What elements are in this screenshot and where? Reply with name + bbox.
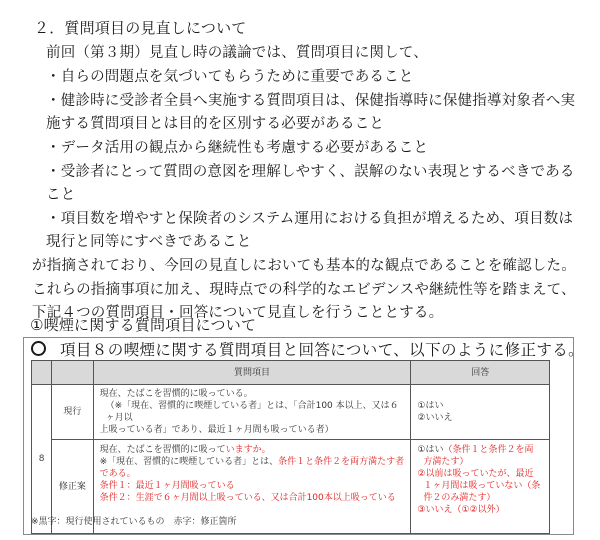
header-kind xyxy=(52,361,93,385)
box-title xyxy=(31,340,584,360)
bullet-5-cont: 現行と同等にすべきであること xyxy=(46,234,252,250)
header-no xyxy=(32,361,52,385)
header-question: 質問項目 xyxy=(93,361,411,385)
intro-text: 前回（第３期）見直し時の議論では、質問項目に関して、 xyxy=(46,45,428,61)
answer-option xyxy=(417,504,543,516)
section-heading: ２．質問項目の見直しについて xyxy=(34,19,247,37)
current-question-line: 上吸っている者」であり、最近１ヶ月間も吸っている者） xyxy=(99,425,334,435)
revised-text: 条件１と条件２を両方満たす者である。 xyxy=(99,457,405,479)
condition-2: 条件２：生涯で６ヶ月間以上吸っている、又は合計100本以上吸っている xyxy=(99,493,396,503)
circle-bullet-icon xyxy=(31,341,46,356)
revised-text: １ヶ月間は吸っていない（条 xyxy=(423,481,541,491)
answer-option: ①はい xyxy=(417,401,444,411)
answer-option: ②いいえ xyxy=(417,413,453,423)
item-number: 8 xyxy=(32,385,52,534)
revised-question-line xyxy=(100,444,405,456)
revised-text: 件２のみ満たす） xyxy=(423,493,496,503)
question-table xyxy=(31,360,550,534)
subsection-heading: ①喫煙に関する質問項目について xyxy=(30,316,257,334)
revised-text: （条件１と条件２を両 xyxy=(443,445,534,455)
current-question xyxy=(93,385,411,440)
current-question-line: （※「現在、習慣的に喫煙している者」とは、「合計100 本以上、又は６ヶ月以 xyxy=(105,401,399,423)
footnote: ※黒字：現行使用されているもの 赤字：修正箇所 xyxy=(31,517,237,527)
bullet-2: ・健診時に受診者全員へ実施する質問項目は、保健指導時に保健指導対象者へ実 xyxy=(46,93,576,109)
bullet-4: ・受診者にとって質問の意図を理解しやすく、誤解のない表現とするべきである xyxy=(46,164,575,180)
revised-question-line xyxy=(100,456,405,480)
answer-option: ②以前は吸っていたが、最近 xyxy=(417,469,534,479)
answer-text: ③いいえ xyxy=(417,505,453,515)
bullet-5: ・項目数を増やすと保険者のシステム運用における負担が増えるため、項目数は xyxy=(46,211,574,227)
header-answer: 回答 xyxy=(411,361,550,385)
question-text: ※「現在、習慣的に喫煙している者」とは、 xyxy=(99,457,279,467)
box-title-text: 項目８の喫煙に関する質問項目と回答について、以下のように修正する。 xyxy=(60,341,585,359)
revised-text: （①②以外） xyxy=(452,505,505,515)
bullet-1: ・自らの問題点を気づいてもらうために重要であること xyxy=(46,69,414,85)
current-question-line: 現在、たばこを習慣的に吸っている。 xyxy=(99,389,253,399)
conclusion-1: が指摘されており、今回の見直しにおいても基本的な観点であることを確認した。 xyxy=(32,258,576,274)
table-header-row xyxy=(32,361,550,385)
current-answer xyxy=(411,385,550,440)
conclusion-3: 下記４つの質問項目・回答について見直しを行うこととする。 xyxy=(32,305,444,321)
answer-text: ①はい xyxy=(417,445,444,455)
bullet-2-cont: 施する質問項目とは目的を区別する必要があること xyxy=(46,116,385,132)
condition-1: 条件１：最近１ヶ月間吸っている xyxy=(99,481,235,491)
revised-text: いますか。 xyxy=(225,445,271,455)
bullet-3: ・データ活用の観点から継続性も考慮する必要があること xyxy=(46,140,429,156)
answer-option xyxy=(417,444,543,456)
question-text: 現在、たばこを習慣的に吸って xyxy=(99,445,226,455)
row-kind-revised: 修正案 xyxy=(52,440,93,534)
bullet-4-cont: こと xyxy=(46,187,76,203)
revised-text: 方満たす） xyxy=(423,457,469,467)
revised-answer xyxy=(411,440,550,534)
conclusion-2: これらの指摘事項に加え、現時点での科学的なエビデンスや継続性等を踏まえて、 xyxy=(32,282,576,298)
table-row-current xyxy=(32,385,550,440)
row-kind-current: 現行 xyxy=(52,385,93,440)
